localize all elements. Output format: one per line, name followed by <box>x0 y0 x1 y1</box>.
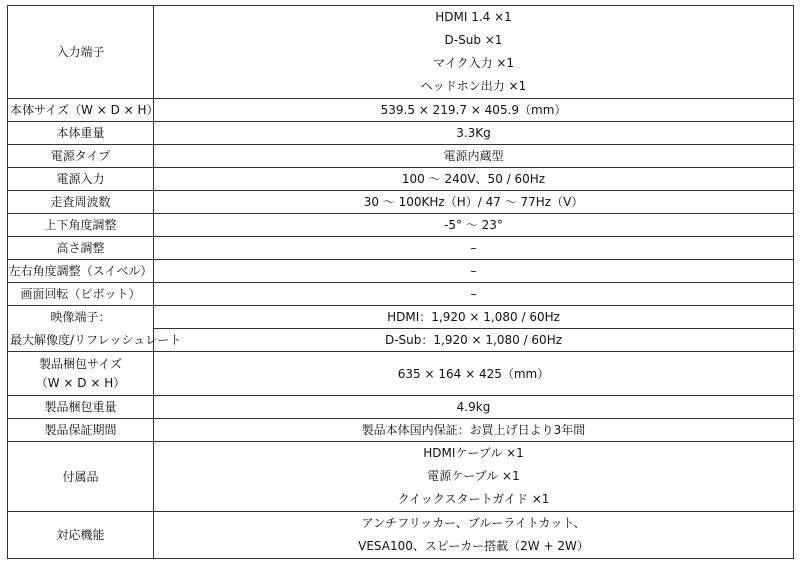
spec-label: 電源タイプ <box>8 145 154 168</box>
table-row <box>8 512 794 559</box>
value-line: クイックスタートガイド ×1 <box>397 492 550 506</box>
spec-value: 539.5 × 219.7 × 405.9（mm） <box>154 99 794 122</box>
spec-label: 上下角度調整 <box>8 214 154 237</box>
spec-value: 635 × 164 × 425（mm） <box>154 352 794 396</box>
spec-label: 電源入力 <box>8 168 154 191</box>
value-line: ヘッドホン出力 ×1 <box>420 79 527 93</box>
spec-value: D-Sub：1,920 × 1,080 / 60Hz <box>154 329 794 352</box>
label-line: （W × D × H） <box>35 375 126 390</box>
spec-value: HDMI：1,920 × 1,080 / 60Hz <box>154 306 794 329</box>
table-row <box>8 419 794 442</box>
table-row <box>8 396 794 419</box>
table-row <box>8 214 794 237</box>
label-text: 入力端子 <box>56 45 105 59</box>
spec-value: 30 ～ 100KHz（H）/ 47 ～ 77Hz（V） <box>154 191 794 214</box>
spec-label: 製品梱包重量 <box>8 396 154 419</box>
table-row <box>8 6 794 99</box>
table-row <box>8 191 794 214</box>
table-row <box>8 145 794 168</box>
value-line: D-Sub ×1 <box>444 33 503 47</box>
value-line: マイク入力 ×1 <box>432 56 515 70</box>
value-line: VESA100、スピーカー搭載（2W + 2W） <box>358 539 589 553</box>
spec-value <box>154 6 794 99</box>
table-row <box>8 260 794 283</box>
spec-value: – <box>154 283 794 306</box>
spec-value: 電源内蔵型 <box>154 145 794 168</box>
spec-label: 本体重量 <box>8 122 154 145</box>
spec-label: 高さ調整 <box>8 237 154 260</box>
table-row <box>8 442 794 512</box>
label-line: 製品梱包サイズ <box>38 356 123 371</box>
value-line: アンチフリッカー、ブルーライトカット、 <box>361 516 586 530</box>
spec-value: 3.3Kg <box>154 122 794 145</box>
spec-value <box>154 442 794 512</box>
spec-value: – <box>154 260 794 283</box>
table-row <box>8 168 794 191</box>
value-line: HDMI 1.4 ×1 <box>435 10 512 24</box>
table-row <box>8 237 794 260</box>
spec-value: -5° ～ 23° <box>154 214 794 237</box>
spec-label: 左右角度調整（スイベル） <box>8 260 154 283</box>
spec-label: 付属品 <box>8 442 154 512</box>
spec-value: 4.9kg <box>154 396 794 419</box>
table-row <box>8 329 794 352</box>
spec-value: – <box>154 237 794 260</box>
spec-label <box>8 352 154 396</box>
table-row <box>8 122 794 145</box>
spec-label: 最大解像度/リフレッシュレート <box>8 329 154 352</box>
table-row <box>8 306 794 329</box>
table-row <box>8 352 794 396</box>
spec-label: 製品保証期間 <box>8 419 154 442</box>
value-line: 電源ケーブル ×1 <box>427 469 520 483</box>
table-row <box>8 283 794 306</box>
spec-label: 映像端子： <box>8 306 154 329</box>
spec-label: 走査周波数 <box>8 191 154 214</box>
value-line: HDMIケーブル ×1 <box>423 446 524 460</box>
spec-table <box>7 5 794 559</box>
spec-label: 対応機能 <box>8 512 154 559</box>
spec-label: 本体サイズ（W × D × H） <box>8 99 154 122</box>
spec-label: 画面回転（ピボット） <box>8 283 154 306</box>
spec-value <box>154 512 794 559</box>
spec-value: 製品本体国内保証：お買上げ日より3年間 <box>154 419 794 442</box>
spec-value: 100 ～ 240V、50 / 60Hz <box>154 168 794 191</box>
table-row <box>8 99 794 122</box>
spec-label <box>8 6 154 99</box>
